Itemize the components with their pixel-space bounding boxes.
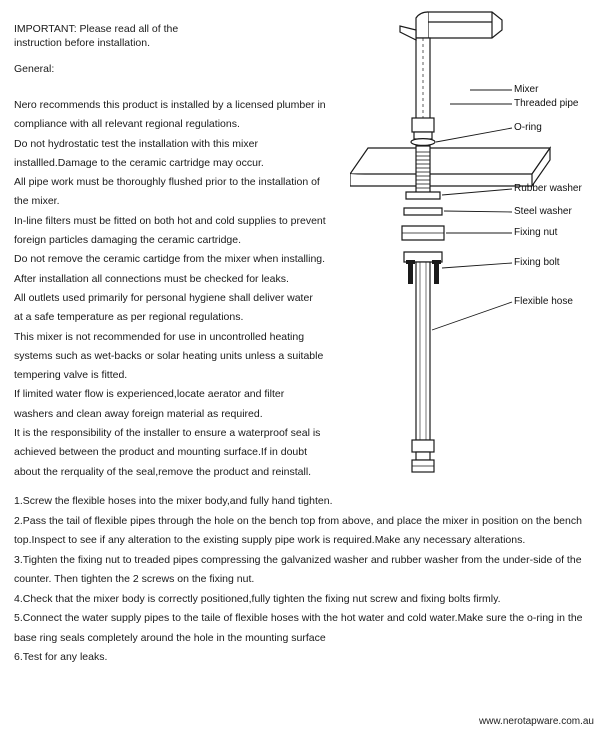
body-line: Do not hydrostatic test the installation with this mixer: [14, 137, 258, 150]
callout-threaded-pipe: Threaded pipe: [514, 98, 579, 109]
callout-steel-washer: Steel washer: [514, 206, 572, 217]
body-line: tempering valve is fitted.: [14, 369, 128, 382]
body-line: systems such as wet-backs or solar heating units unless a suitable: [14, 349, 324, 362]
callout-rubber-washer: Rubber washer: [514, 183, 582, 194]
body-line: achieved between the product and mounting surface.If in doubt: [14, 446, 308, 459]
body-line: the mixer.: [14, 195, 60, 208]
important-line-1: IMPORTANT: Please read all of the: [14, 23, 179, 35]
body-line: All pipe work must be thoroughly flushed prior to the installation of: [14, 176, 320, 189]
faucet-exploded-drawing: [350, 0, 610, 490]
body-line: at a safe temperature as per regional regulations.: [14, 311, 244, 324]
callout-o-ring: O-ring: [514, 122, 542, 133]
body-text-block: [14, 96, 346, 482]
callout-fixing-bolt: Fixing bolt: [514, 257, 560, 268]
step-item: 5.Connect the water supply pipes to the taile of flexible hoses with the hot water and cold water.Make sure the o-ring in the base ring seals completely around the hole in the mounting surface: [14, 612, 583, 644]
step-item: 3.Tighten the fixing nut to treaded pipes compressing the galvanized washer and rubber washer from the under-side of the counter. Then tighten the 2 screws on the fixing nut.: [14, 553, 582, 585]
body-line: If limited water flow is experienced,locate aerator and filter: [14, 388, 285, 401]
body-line: After installation all connections must be checked for leaks.: [14, 272, 289, 285]
body-line: This mixer is not recommended for use in uncontrolled heating: [14, 330, 305, 343]
body-line: washers and clean away foreign material as required.: [14, 407, 263, 420]
step-item: 1.Screw the flexible hoses into the mixer body,and fully hand tighten.: [14, 495, 333, 507]
body-line: compliance with all relevant regional regulations.: [14, 118, 240, 131]
installation-steps: [14, 492, 596, 668]
step-item: 2.Pass the tail of flexible pipes through the hole on the bench top from above, and place the mixer in position on the bench top.Inspect to see if any alteration to the existing supply pipe work is required.Make any necessary alterations.: [14, 514, 582, 546]
body-line: Do not remove the ceramic cartidge from the mixer when installing.: [14, 253, 326, 266]
callout-mixer: Mixer: [514, 84, 539, 95]
intro-spacer: [14, 50, 344, 62]
product-diagram: [350, 0, 610, 490]
important-line-2: instruction before installation.: [14, 37, 150, 49]
body-line: installled.Damage to the ceramic cartridge may occur.: [14, 156, 264, 169]
general-heading: General:: [14, 63, 55, 75]
body-line: In-line filters must be fitted on both hot and cold supplies to prevent: [14, 214, 326, 227]
body-line: about the rerquality of the seal,remove the product and reinstall.: [14, 465, 312, 478]
callout-fixing-nut: Fixing nut: [514, 227, 558, 238]
body-line: foreign particles damaging the ceramic cartridge.: [14, 234, 242, 247]
footer-website: www.nerotapware.com.au: [478, 716, 594, 727]
callout-flexible-hose: Flexible hose: [514, 296, 573, 307]
step-item: 4.Check that the mixer body is correctly positioned,fully tighten the fixing nut screw and fixing bolts firmly.: [14, 592, 501, 605]
body-line: It is the responsibility of the installer to ensure a waterproof seal is: [14, 427, 321, 440]
body-line: Nero recommends this product is installed by a licensed plumber in: [14, 99, 326, 111]
intro-block: [14, 22, 344, 76]
step-item: 6.Test for any leaks.: [14, 651, 108, 663]
body-line: All outlets used primarily for personal hygiene shall deliver water: [14, 291, 313, 304]
